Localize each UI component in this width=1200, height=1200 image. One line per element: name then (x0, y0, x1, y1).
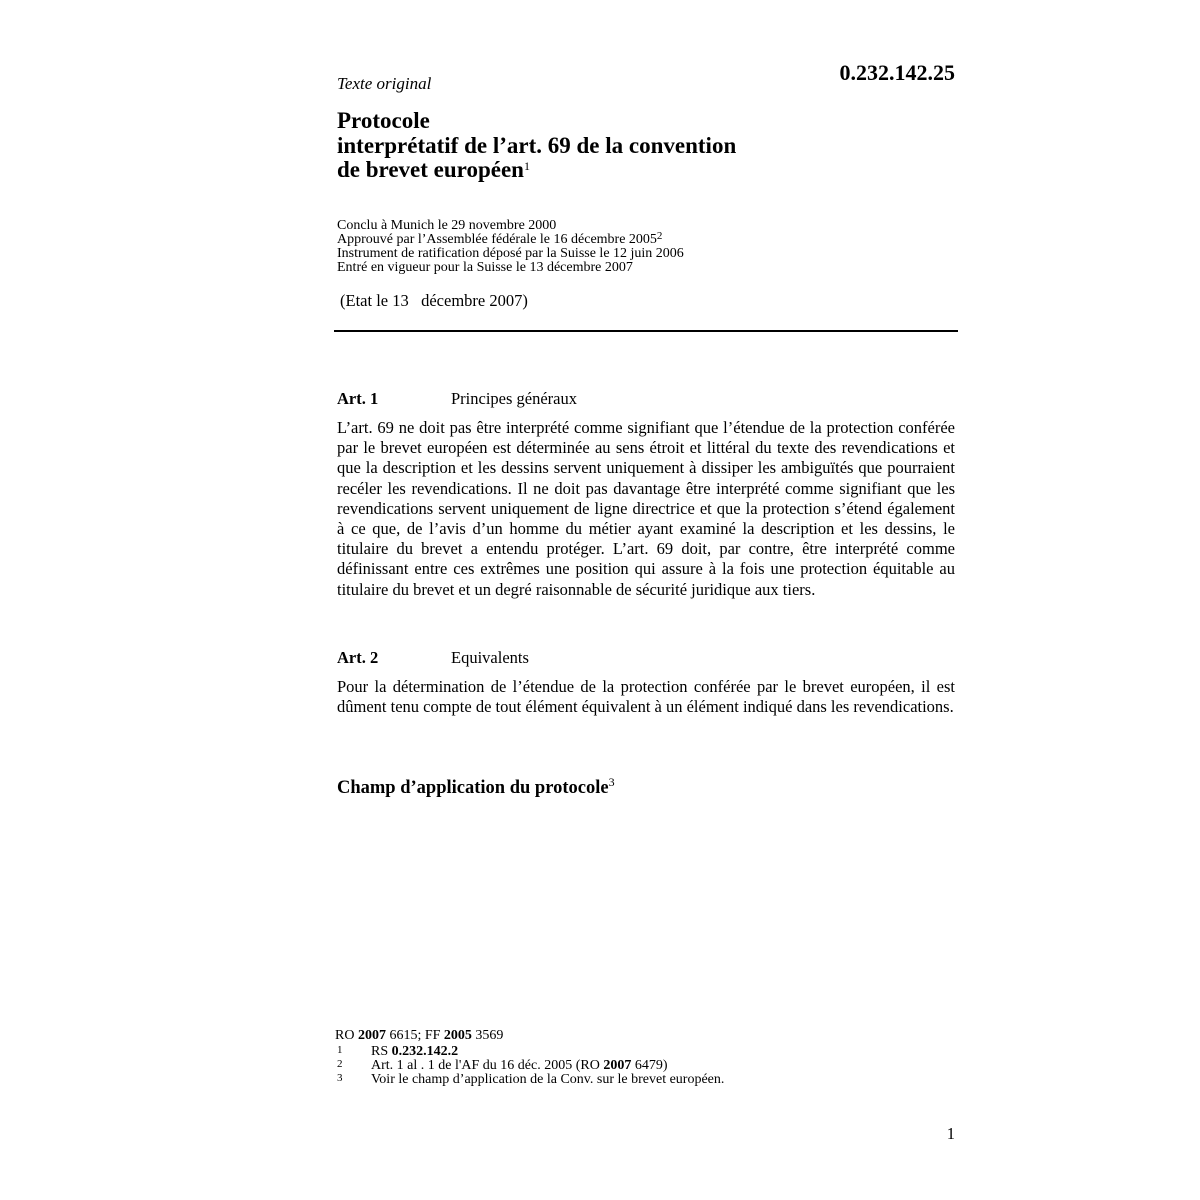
footnotes (337, 1045, 724, 1087)
footnote-1-text (371, 1045, 458, 1059)
original-text-label: Texte original (337, 74, 432, 93)
title-line-3 (337, 158, 736, 183)
treaty-metadata (337, 219, 684, 275)
footnote-1-number: 1 (337, 1044, 343, 1056)
in-force-line: Entré en vigueur pour la Suisse le 13 décembre 2007 (337, 260, 633, 275)
footnote-3-number: 3 (337, 1072, 343, 1084)
title-line-2: interprétatif de l’art. 69 de la convention (337, 132, 737, 158)
footnote-2 (337, 1059, 724, 1073)
article-1-heading (337, 389, 577, 409)
state-date: (Etat le 13 décembre 2007) (340, 291, 528, 310)
scope-heading-text: Champ d’application du protocole (337, 778, 609, 798)
publication-source (335, 1028, 503, 1044)
page-number: 1 (946, 1124, 955, 1143)
footnote-3-text (371, 1073, 724, 1087)
source-end: 3569 (471, 1028, 504, 1043)
footnote-1-bold: 0.232.142.2 (391, 1044, 459, 1059)
article-2-title: Equivalents (451, 648, 529, 667)
article-2-number: Art. 2 (337, 648, 379, 667)
approved-line (337, 230, 684, 247)
source-prefix: RO (335, 1028, 358, 1043)
footnote-1-prefix: RS (371, 1044, 392, 1059)
footnote-2-suffix: 6479) (631, 1058, 668, 1073)
concluded-line: Conclu à Munich le 29 novembre 2000 (337, 218, 557, 233)
footnote-2-text (371, 1059, 668, 1073)
scope-footnote-ref: 3 (608, 775, 615, 789)
article-1-body: L’art. 69 ne doit pas être interprété comme signifiant que l’étendue de la protection conférée par le brevet européen est déterminée au sens étroit et littéral du texte des revendications et que la description et les dessins servent uniquement à dissiper les ambiguïtés que pourraient recéler les revendications. Il ne doit pas davantage être interprété comme signifiant que les revendications servent uniquement de ligne directrice et que la protection s’étend également à ce que, de l’avis d’un homme du métier ayant examiné la description et les dessins, le titulaire du brevet a entendu protéger. L’art. 69 doit, par contre, être interprété comme définissant entre ces extrêmes une position qui assure à la fois une protection équitable au titulaire du brevet et un degré raisonnable de sécurité juridique aux tiers. (337, 418, 955, 599)
document-title (337, 109, 736, 183)
footnote-2-number: 2 (337, 1058, 343, 1070)
sr-reference-number: 0.232.142.25 (839, 60, 955, 85)
title-line-3-text: de brevet européen (337, 157, 524, 182)
title-line-1: Protocole (337, 108, 430, 133)
footnote-2-prefix: Art. 1 al . 1 de l'AF du 16 déc. 2005 (RO (371, 1058, 604, 1073)
footnote-3 (337, 1073, 724, 1087)
article-1-title: Principes généraux (451, 389, 577, 408)
ratification-line: Instrument de ratification déposé par la Suisse le 12 juin 2006 (337, 246, 684, 261)
title-footnote-ref: 1 (523, 159, 530, 173)
footnote-1 (337, 1045, 724, 1059)
article-1-number: Art. 1 (337, 389, 379, 408)
footnote-3-prefix: Voir le champ d’application de la Conv. sur le brevet européen. (371, 1072, 725, 1087)
source-mid: 6615; FF (385, 1028, 444, 1043)
header-divider (334, 330, 958, 332)
scope-heading (337, 775, 615, 799)
footnote-2-bold: 2007 (603, 1058, 632, 1073)
article-2-body: Pour la détermination de l’étendue de la protection conférée par le brevet européen, il est dûment tenu compte de tout élément équivalent à un élément indiqué dans les revendications. (337, 677, 955, 717)
article-2-heading (337, 648, 529, 668)
source-year-ro: 2007 (357, 1028, 386, 1043)
approved-text: Approuvé par l’Assemblée fédérale le 16 décembre 2005 (337, 232, 657, 247)
source-year-ff: 2005 (443, 1028, 472, 1043)
approved-footnote-ref: 2 (656, 230, 663, 242)
